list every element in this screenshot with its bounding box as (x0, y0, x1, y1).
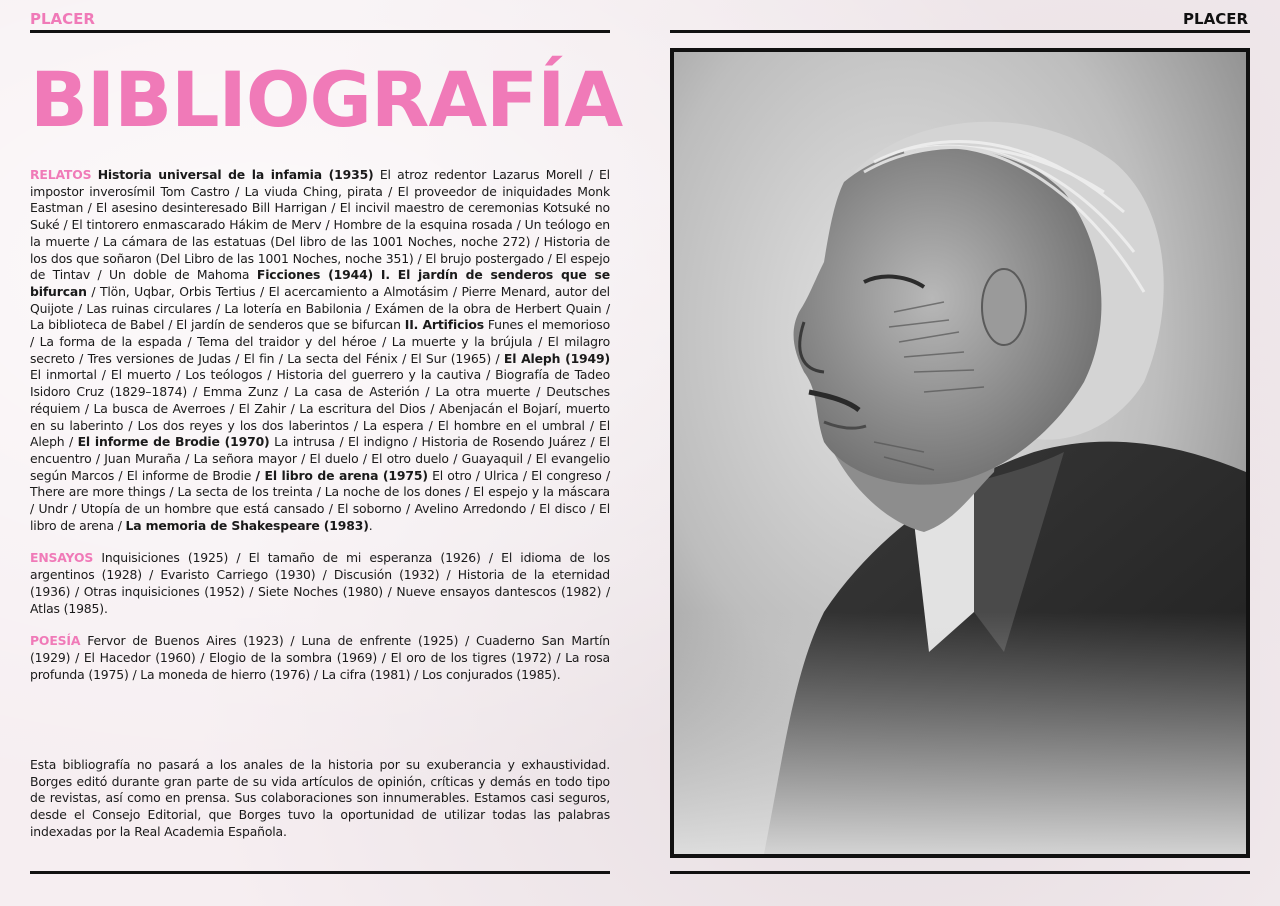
ensayos-paragraph (30, 550, 610, 617)
poesia-list: Fervor de Buenos Aires (1923) / Luna de enfrente (1925) / Cuaderno San Martín (1929) / El Hacedor (1960) / Elogio de la sombra (1969) / El oro de los tigres (1972) / La rosa profunda (1975) / La moneda de hierro (1976) / La cifra (1981) / Los conjurados (1985). (30, 633, 610, 682)
charcoal-portrait-image (674, 52, 1246, 854)
story-list: El inmortal / El muerto / Los teólogos / Historia del guerrero y la cautiva / Biografía de Tadeo Isidoro Cruz (1829–1874) / Emma Zunz / La casa de Asterión / La otra muerte / Deutsches réquiem / La busca de Averroes / El Zahir / La escritura del Dios / Abenjacán el Bojarí, muerto en su laberinto / Los dos reyes y los dos laberintos / La espera / El hombre en el umbral / El Aleph / (30, 367, 610, 450)
bottom-left-rule (30, 871, 610, 874)
section-label-left: PLACER (30, 10, 95, 28)
story-list: La intrusa / El indigno / Historia de Rosendo Juárez / El encuentro / Juan Muraña / La señora mayor / El duelo / El otro duelo / Guayaquil / El evangelio según Marcos / El informe de Brodie (30, 434, 610, 483)
editorial-note: Esta bibliografía no pasará a los anales de la historia por su exuberancia y exhaustividad. Borges editó durante gran parte de su vida artículos de opinión, críticas y demás en todo tipo de revistas, así como en prensa. Sus colaboraciones son innumerables. Estamos casi seguros, desde el Consejo Editorial, que Borges tuvo la oportunidad de utilizar todas las palabras indexadas por la Real Academia Española. (30, 757, 610, 839)
book-title: Ficciones (1944) I. El jardín de senderos que se bifurcan (30, 267, 610, 299)
ensayos-label: ENSAYOS (30, 550, 94, 566)
book-title: II. Artificios (404, 317, 484, 333)
book-title: El Aleph (1949) (503, 350, 610, 366)
book-title: / El libro de arena (1975) (255, 467, 428, 483)
page-title: BIBLIOGRAFÍA (30, 55, 623, 144)
portrait-drawing (670, 48, 1250, 858)
story-list: El otro / Ulrica / El congreso / There are more things / La secta de los treinta / La noche de los dones / El espejo y la máscara / Undr / Utopía de un hombre que está cansado / El soborno / Avelino Arredondo / El disco / El libro de arena / (30, 467, 610, 533)
poesia-label: POESÍA (30, 633, 81, 649)
relatos-label: RELATOS (30, 167, 92, 182)
ensayos-list: Inquisiciones (1925) / El tamaño de mi esperanza (1926) / El idioma de los argentinos (1928) / Evaristo Carriego (1930) / Discusión (1932) / Historia de la eternidad (1936) / Otras inquisiciones (1952) / Siete Noches (1980) / Nueve ensayos dantescos (1982) / Atlas (1985). (30, 550, 610, 616)
bibliography-body (30, 167, 610, 699)
top-right-rule (670, 30, 1250, 33)
poesia-paragraph (30, 633, 610, 683)
book-title: La memoria de Shakespeare (1983) (125, 517, 369, 533)
section-label-right: PLACER (1183, 10, 1248, 28)
story-list: Funes el memorioso / La forma de la espada / Tema del traidor y del héroe / La muerte y la brújula / El milagro secreto / Tres versiones de Judas / El fin / La secta del Fénix / El Sur (1965) / (30, 317, 610, 366)
book-title: Historia universal de la infamia (1935) (97, 167, 374, 182)
story-list: El atroz redentor Lazarus Morell / El impostor inverosímil Tom Castro / La viuda Ching, pirata / El proveedor de iniquidades Monk Eastman / El asesino desinteresado Bill Harrigan / El incivil maestro de ceremonias Kotsuké no Suké / El tintorero enmascarado Hákim de Merv / Hombre de la esquina rosada / Un teólogo en la muerte / La cámara de las estatuas (Del libro de las 1001 Noches, noche 272) / Historia de los dos que soñaron (Del Libro de las 1001 Noches, noche 351) / El brujo postergado / El espejo de Tintav / Un doble de Mahoma (30, 167, 610, 283)
bottom-right-rule (670, 871, 1250, 874)
top-left-rule (30, 30, 610, 33)
relatos-paragraph (30, 167, 610, 534)
period: . (368, 517, 373, 533)
book-title: El informe de Brodie (1970) (77, 434, 270, 450)
story-list: / Tlön, Uqbar, Orbis Tertius / El acercamiento a Almotásim / Pierre Menard, autor del Quijote / Las ruinas circulares / La lotería en Babilonia / Exámen de la obra de Herbert Quain / La biblioteca de Babel / El jardín de senderos que se bifurcan (30, 283, 610, 333)
